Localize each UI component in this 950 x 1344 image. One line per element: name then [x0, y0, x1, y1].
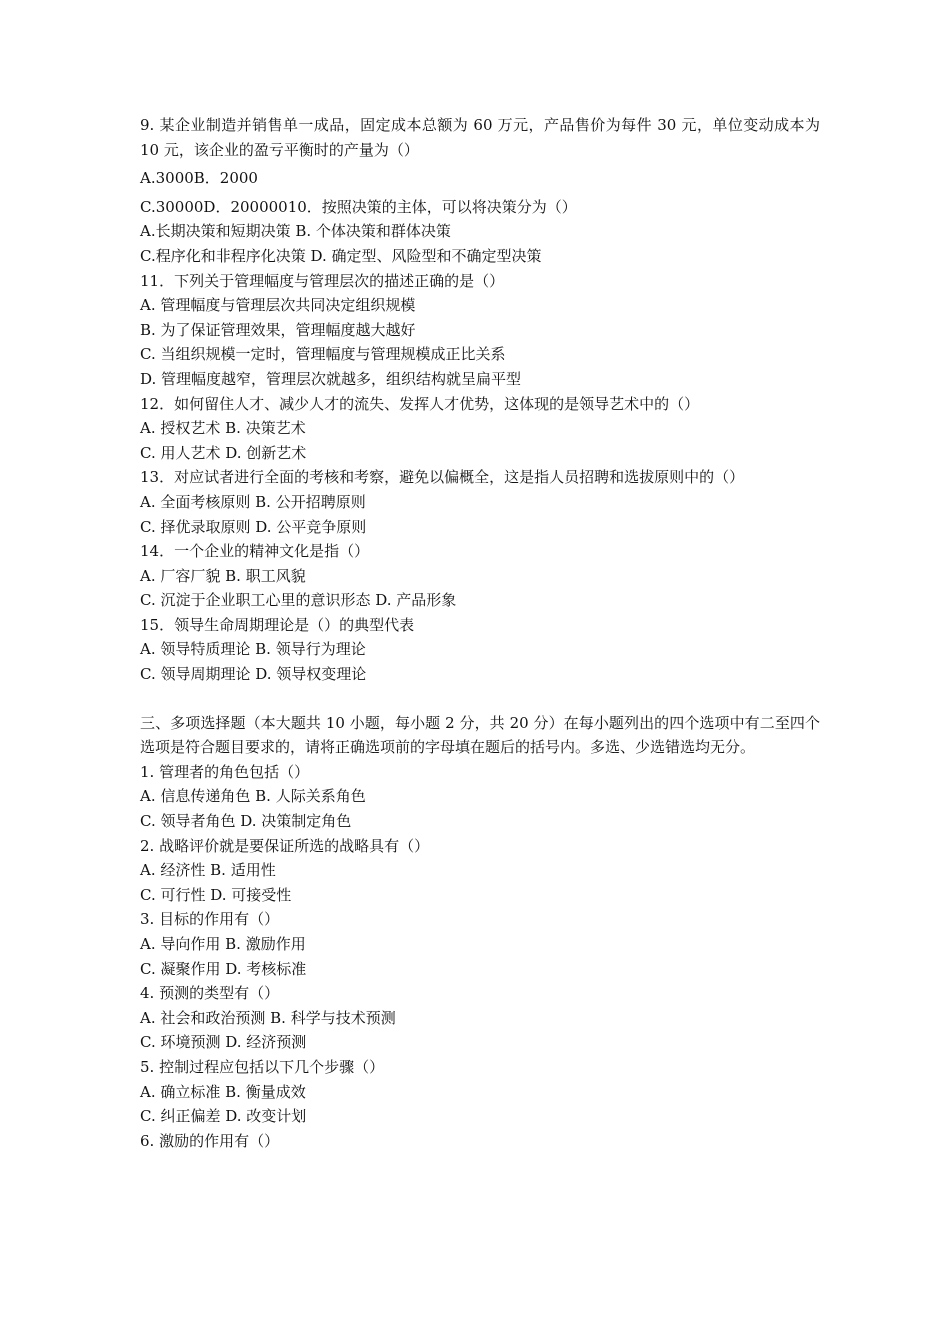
question-14-options-ab: A. 厂容厂貌 B. 职工风貌	[140, 566, 306, 585]
question-13-options-ab: A. 全面考核原则 B. 公开招聘原则	[140, 492, 366, 511]
document-body	[140, 113, 820, 1153]
multi-question-4-options-cd: C. 环境预测 D. 经济预测	[140, 1033, 307, 1052]
question-11-option-a: A. 管理幅度与管理层次共同决定组织规模	[140, 296, 416, 315]
question-11-option-b: B. 为了保证管理效果，管理幅度越大越好	[140, 320, 416, 339]
question-9-options-cd-and-question-10	[140, 195, 820, 220]
question-9: 9. 某企业制造并销售单一成品，固定成本总额为 60 万元，产品售价为每件 30 元，单位变动成本为 10 元，该企业的盈亏平衡时的产量为（）	[140, 116, 820, 159]
question-11-option-c: C. 当组织规模一定时，管理幅度与管理规模成正比关系	[140, 345, 506, 364]
multi-question-2-options-cd: C. 可行性 D. 可接受性	[140, 885, 292, 904]
multi-question-3-options-cd: C. 凝聚作用 D. 考核标准	[140, 959, 307, 978]
question-10: 10．按照决策的主体，可以将决策分为（）	[287, 197, 577, 216]
multi-question-5-options-cd: C. 纠正偏差 D. 改变计划	[140, 1107, 307, 1126]
question-15-options-ab: A. 领导特质理论 B. 领导行为理论	[140, 640, 366, 659]
question-9-options-cd: C.30000D．200000	[140, 197, 288, 216]
multi-question-6: 6. 激励的作用有（）	[140, 1131, 280, 1150]
question-11-option-d: D. 管理幅度越窄，管理层次就越多，组织结构就呈扁平型	[140, 369, 522, 388]
question-11: 11．下列关于管理幅度与管理层次的描述正确的是（）	[140, 271, 505, 290]
multi-question-5-options-ab: A. 确立标准 B. 衡量成效	[140, 1082, 306, 1101]
question-12-options-cd: C. 用人艺术 D. 创新艺术	[140, 443, 307, 462]
question-15: 15．领导生命周期理论是（）的典型代表	[140, 615, 415, 634]
multi-question-5: 5. 控制过程应包括以下几个步骤（）	[140, 1057, 385, 1076]
question-15-options-cd: C. 领导周期理论 D. 领导权变理论	[140, 665, 367, 684]
question-10-options-cd: C.程序化和非程序化决策 D. 确定型、风险型和不确定型决策	[140, 246, 542, 265]
multi-question-4-options-ab: A. 社会和政治预测 B. 科学与技术预测	[140, 1008, 396, 1027]
section-heading-multiple-choice: 三、多项选择题（本大题共 10 小题，每小题 2 分，共 20 分）在每小题列出的四个选项中有二至四个选项是符合题目要求的，请将正确选项前的字母填在题后的括号内。多选、少选错选均无分。	[140, 713, 820, 757]
question-12: 12．如何留住人才、减少人才的流失、发挥人才优势，这体现的是领导艺术中的（）	[140, 394, 700, 413]
multi-question-4: 4. 预测的类型有（）	[140, 984, 280, 1003]
multi-question-2-options-ab: A. 经济性 B. 适用性	[140, 861, 276, 880]
question-14-options-cd: C. 沉淀于企业职工心里的意识形态 D. 产品形象	[140, 591, 457, 610]
multi-question-2: 2. 战略评价就是要保证所选的战略具有（）	[140, 836, 430, 855]
question-10-options-ab: A.长期决策和短期决策 B. 个体决策和群体决策	[140, 222, 451, 241]
question-12-options-ab: A. 授权艺术 B. 决策艺术	[140, 419, 306, 438]
question-13-options-cd: C. 择优录取原则 D. 公平竞争原则	[140, 517, 367, 536]
multi-question-3-options-ab: A. 导向作用 B. 激励作用	[140, 935, 306, 953]
multi-question-1-options-ab: A. 信息传递角色 B. 人际关系角色	[140, 787, 366, 806]
multi-question-1-options-cd: C. 领导者角色 D. 决策制定角色	[140, 812, 352, 831]
question-14: 14．一个企业的精神文化是指（）	[140, 542, 370, 561]
multi-question-3: 3. 目标的作用有（）	[140, 910, 280, 929]
multi-question-1: 1. 管理者的角色包括（）	[140, 762, 310, 781]
question-13: 13．对应试者进行全面的考核和考察，避免以偏概全，这是指人员招聘和选拔原则中的（）	[140, 468, 745, 487]
question-9-options-ab: A.3000B．2000	[140, 169, 258, 188]
